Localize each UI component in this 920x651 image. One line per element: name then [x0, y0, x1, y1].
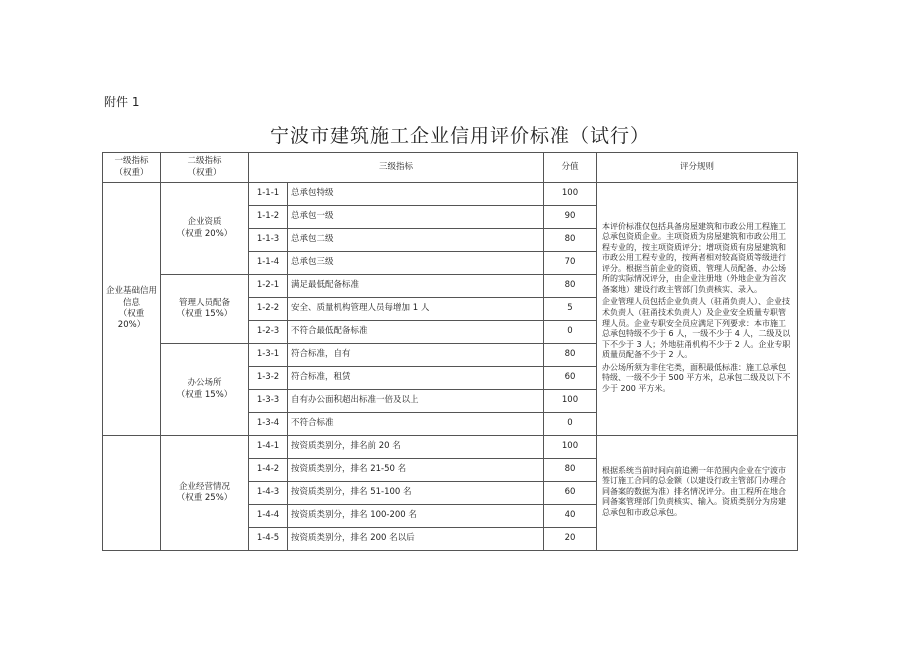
- row-code: 1-4-2: [249, 459, 288, 482]
- row-code: 1-4-4: [249, 505, 288, 528]
- row-desc: 按资质类别分，排名 200 名以后: [288, 528, 544, 551]
- header-level1: 一级指标 （权重）: [103, 153, 161, 183]
- rules-business-operation: 根据系统当前时间向前追溯一年范围内企业在宁波市签订施工合同的总金额（以建设行政主管部门办理合同备案的数据为准）排名情况评分。由工程所在地合同备案管理部门负责核实、输入。资质类别分为房建总承包和市政总承包。: [597, 436, 798, 551]
- row-score: 60: [544, 482, 597, 505]
- row-score: 100: [544, 183, 597, 206]
- level2-business-operation: 企业经营情况 （权重 25%）: [161, 436, 249, 551]
- rules-basic-credit: 本评价标准仅包括具备房屋建筑和市政公用工程施工总承包资质企业。主项资质为房屋建筑和市政公用工程专业的，按主项资质评分；增项资质有房屋建筑和市政公用工程专业的，按两者相对较高资质等级进行评分。根据当前企业的资质、管理人员配备、办公场所的实际情况评分，由企业注册地（外地企业为首次备案地）建设行政主管部门负责核实、录入。 企业管理人员包括企业负责人（驻甬负责人）、企业技术负责人（驻甬技术负责人）及企业安全质量专职管理人员。企业专职安全员应满足下列要求：本市施工总承包特级不少于 6 人，一级不少于 4 人，二级及以下不少于 3 人；外地驻甬机构不少于 2 人。企业专职质量员配备不少于 2 人。 办公场所须为非住宅类，面积最低标准：施工总承包特级、一级不少于 500 平方米，总承包二级及以下不少于 200 平方米。: [597, 183, 798, 436]
- header-score: 分值: [544, 153, 597, 183]
- row-desc: 按资质类别分，排名 21-50 名: [288, 459, 544, 482]
- row-code: 1-4-3: [249, 482, 288, 505]
- level1-basic-credit: 企业基础信用信息 （权重 20%）: [103, 183, 161, 436]
- row-code: 1-2-1: [249, 275, 288, 298]
- row-code: 1-3-3: [249, 390, 288, 413]
- level2-qualification: 企业资质 （权重 20%）: [161, 183, 249, 275]
- row-desc: 符合标准，自有: [288, 344, 544, 367]
- table-row: [103, 436, 798, 459]
- row-desc: 满足最低配备标准: [288, 275, 544, 298]
- table-row: [103, 183, 798, 206]
- row-desc: 不符合标准: [288, 413, 544, 436]
- row-code: 1-4-1: [249, 436, 288, 459]
- row-score: 40: [544, 505, 597, 528]
- row-code: 1-3-2: [249, 367, 288, 390]
- attachment-label: 附件 1: [104, 95, 140, 109]
- row-score: 20: [544, 528, 597, 551]
- document-title: 宁波市建筑施工企业信用评价标准（试行）: [269, 125, 650, 147]
- row-score: 80: [544, 459, 597, 482]
- row-score: 80: [544, 275, 597, 298]
- row-code: 1-3-1: [249, 344, 288, 367]
- header-level3: 三级指标: [249, 153, 544, 183]
- row-desc: 总承包三级: [288, 252, 544, 275]
- row-score: 80: [544, 344, 597, 367]
- row-desc: 按资质类别分，排名前 20 名: [288, 436, 544, 459]
- row-code: 1-1-4: [249, 252, 288, 275]
- row-score: 80: [544, 229, 597, 252]
- row-desc: 按资质类别分，排名 100-200 名: [288, 505, 544, 528]
- row-desc: 总承包一级: [288, 206, 544, 229]
- row-score: 0: [544, 321, 597, 344]
- header-rules: 评分规则: [597, 153, 798, 183]
- row-desc: 按资质类别分，排名 51-100 名: [288, 482, 544, 505]
- row-desc: 自有办公面积超出标准一倍及以上: [288, 390, 544, 413]
- level2-office-premises: 办公场所 （权重 15%）: [161, 344, 249, 436]
- row-code: 1-2-3: [249, 321, 288, 344]
- row-desc: 总承包特级: [288, 183, 544, 206]
- row-score: 90: [544, 206, 597, 229]
- row-desc: 符合标准，租赁: [288, 367, 544, 390]
- level1-business-operation-blank: [103, 436, 161, 551]
- row-desc: 安全、质量机构管理人员每增加 1 人: [288, 298, 544, 321]
- row-score: 100: [544, 390, 597, 413]
- level2-management-staff: 管理人员配备 （权重 15%）: [161, 275, 249, 344]
- row-score: 100: [544, 436, 597, 459]
- credit-evaluation-table: [102, 152, 798, 551]
- header-row: [103, 153, 798, 183]
- row-score: 70: [544, 252, 597, 275]
- row-desc: 不符合最低配备标准: [288, 321, 544, 344]
- row-code: 1-1-3: [249, 229, 288, 252]
- row-code: 1-4-5: [249, 528, 288, 551]
- row-code: 1-1-1: [249, 183, 288, 206]
- row-code: 1-1-2: [249, 206, 288, 229]
- row-score: 5: [544, 298, 597, 321]
- row-desc: 总承包二级: [288, 229, 544, 252]
- row-code: 1-3-4: [249, 413, 288, 436]
- row-code: 1-2-2: [249, 298, 288, 321]
- row-score: 60: [544, 367, 597, 390]
- header-level2: 二级指标 （权重）: [161, 153, 249, 183]
- row-score: 0: [544, 413, 597, 436]
